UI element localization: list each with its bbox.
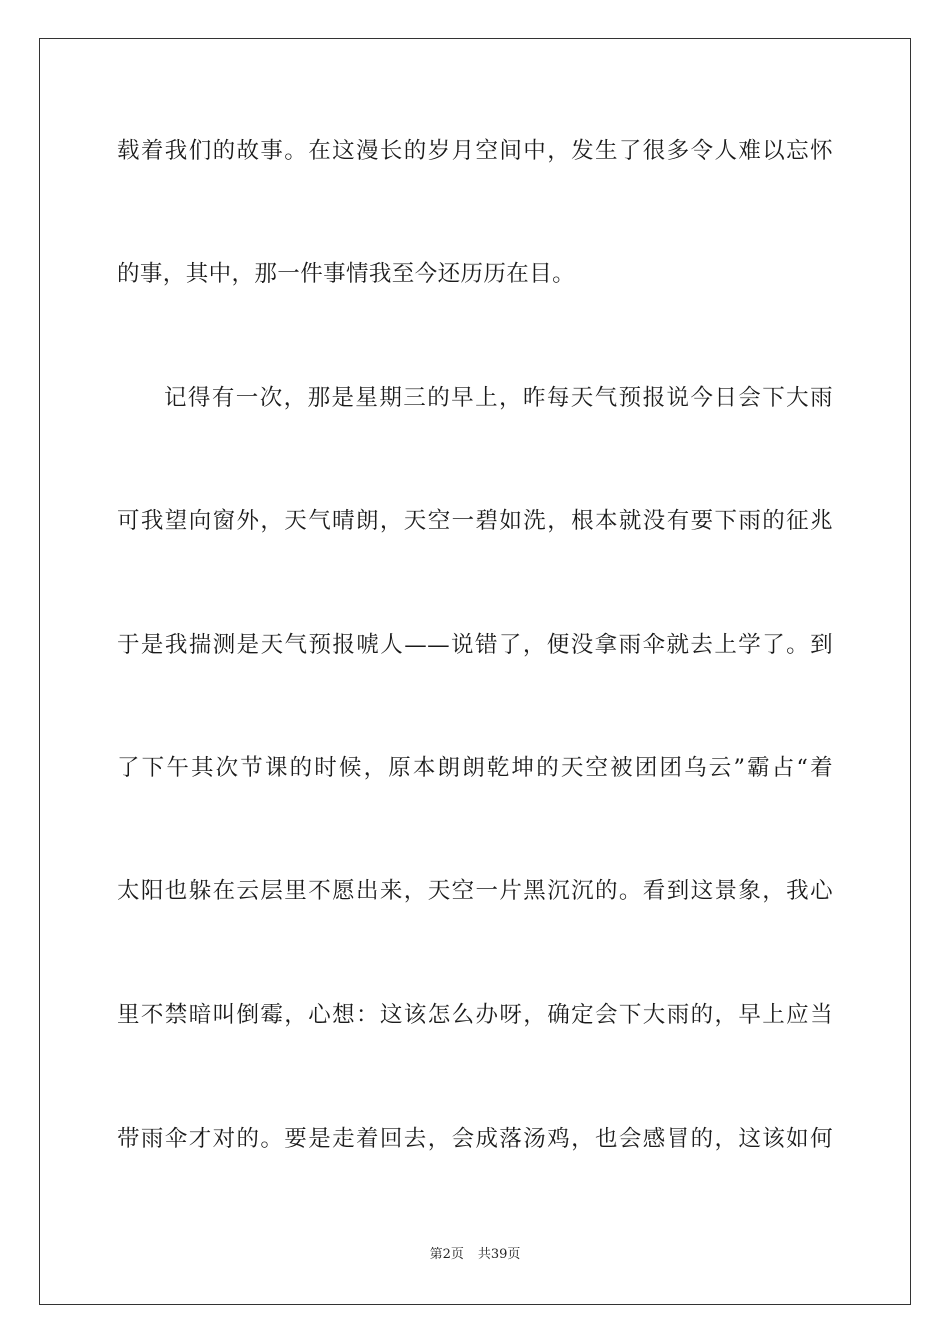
text-line-8: 里不禁暗叫倒霉，心想：这该怎么办呀，确定会下大雨的，早上应当 <box>117 1002 833 1028</box>
page-border <box>39 38 911 1305</box>
text-line-9: 带雨伞才对的。要是走着回去，会成落汤鸡，也会感冒的，这该如何 <box>117 1126 833 1152</box>
text-line-6: 了下午其次节课的时候，原本朗朗乾坤的天空被团团乌云”霸占“着 <box>117 755 833 781</box>
text-line-4: 可我望向窗外，天气晴朗，天空一碧如洗，根本就没有要下雨的征兆 <box>117 508 833 534</box>
text-line-1: 载着我们的故事。在这漫长的岁月空间中，发生了很多令人难以忘怀 <box>117 138 833 164</box>
text-line-5: 于是我揣测是天气预报唬人——说错了，便没拿雨伞就去上学了。到 <box>117 632 833 658</box>
text-line-7: 太阳也躲在云层里不愿出来，天空一片黑沉沉的。看到这景象，我心 <box>117 878 833 904</box>
text-line-2: 的事，其中，那一件事情我至今还历历在目。 <box>117 261 576 287</box>
page-number: 第2页 <box>429 1247 464 1262</box>
text-line-3: 记得有一次，那是星期三的早上，昨每天气预报说今日会下大雨 <box>164 385 833 411</box>
page-total: 共39页 <box>477 1247 521 1262</box>
page-footer <box>0 1246 950 1264</box>
